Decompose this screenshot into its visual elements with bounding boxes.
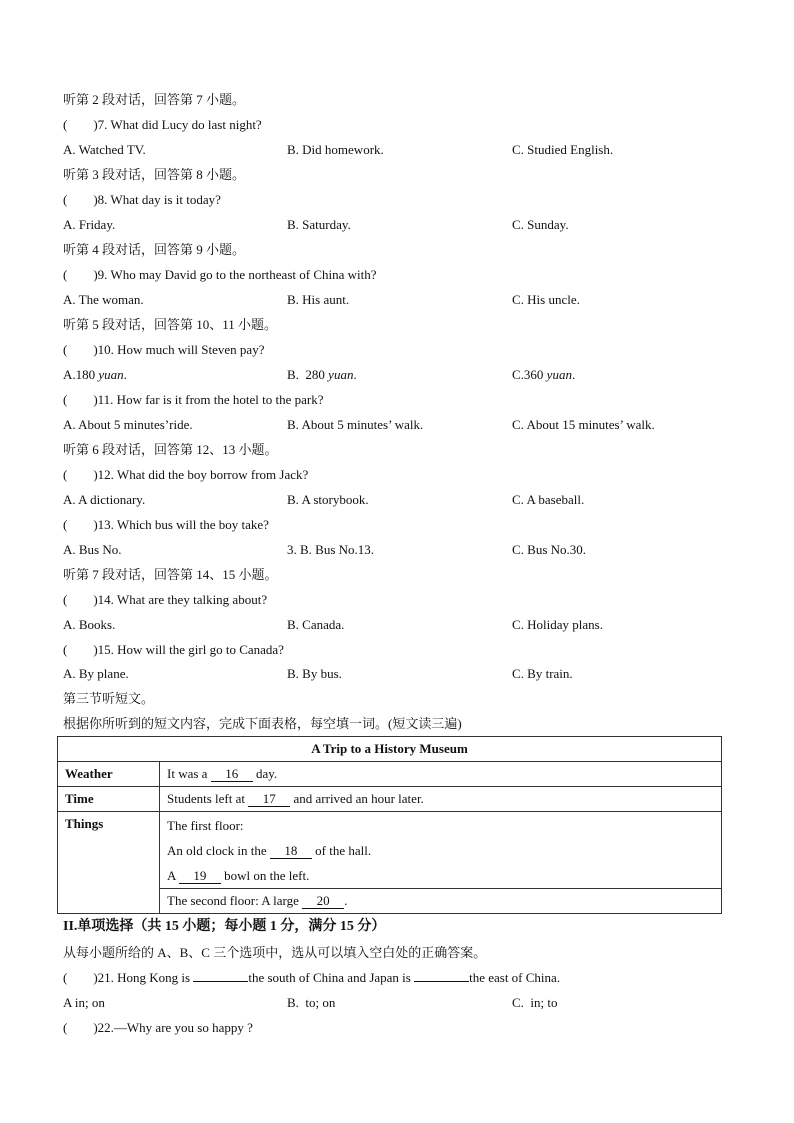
q21-option-b: B. to; on (287, 995, 336, 1010)
q9-option-b: B. His aunt. (287, 292, 350, 307)
blank-16: 16 (211, 767, 253, 782)
section-2-instruction: 从每小题所给的 A、B、C 三个选项中，选从可以填入空白处的正确答案。 (63, 945, 487, 960)
time-cell: Students left at 17 and arrived an hour later. (160, 787, 722, 812)
q11-option-a: A. About 5 minutes’ride. (63, 417, 193, 432)
dialogue-4-header: 听第 4 段对话，回答第 9 小题。 (63, 242, 246, 257)
question-13: ( )13. Which bus will the boy take? (63, 517, 269, 532)
dialogue-7-header: 听第 7 段对话，回答第 14、15 小题。 (63, 567, 278, 582)
question-21: ( )21. Hong Kong is the south of China and Japan is the east of China. (63, 970, 561, 985)
q8-option-b: B. Saturday. (287, 217, 351, 232)
q15-option-c: C. By train. (512, 666, 573, 681)
q15-option-b: B. By bus. (287, 666, 342, 681)
q11-option-c: C. About 15 minutes’ walk. (512, 417, 655, 432)
q15-option-a: A. By plane. (63, 666, 129, 681)
dialogue-3-header: 听第 3 段对话，回答第 8 小题。 (63, 167, 246, 182)
weather-cell: It was a 16 day. (160, 762, 722, 787)
q12-option-c: C. A baseball. (512, 492, 585, 507)
time-label: Time (58, 787, 160, 812)
question-22: ( )22.—Why are you so happy ? (63, 1020, 253, 1035)
section-2-title: II.单项选择（共 15 小题；每小题 1 分，满分 15 分） (63, 919, 386, 934)
blank-18: 18 (270, 844, 312, 859)
q13-option-a: A. Bus No. (63, 542, 122, 557)
q10-option-b: B. 280 yuan. (287, 367, 357, 382)
blank-20: 20 (302, 894, 344, 909)
q14-option-b: B. Canada. (287, 617, 345, 632)
question-15: ( )15. How will the girl go to Canada? (63, 642, 284, 657)
question-14: ( )14. What are they talking about? (63, 592, 268, 607)
first-floor-cell (160, 812, 722, 889)
q10-option-a: A.180 yuan. (63, 367, 127, 382)
question-12: ( )12. What did the boy borrow from Jack? (63, 467, 309, 482)
q14-option-a: A. Books. (63, 617, 116, 632)
museum-trip-table (57, 736, 722, 914)
q7-option-c: C. Studied English. (512, 142, 614, 157)
q21-blank-2 (414, 981, 469, 982)
dialogue-5-header: 听第 5 段对话，回答第 10、11 小题。 (63, 317, 278, 332)
things-label: Things (58, 812, 160, 914)
q21-option-a: A in; on (63, 995, 105, 1010)
q9-option-c: C. His uncle. (512, 292, 580, 307)
q12-option-a: A. A dictionary. (63, 492, 146, 507)
q7-option-a: A. Watched TV. (63, 142, 146, 157)
q11-option-b: B. About 5 minutes’ walk. (287, 417, 424, 432)
dialogue-6-header: 听第 6 段对话，回答第 12、13 小题。 (63, 442, 278, 457)
q21-option-c: C. in; to (512, 995, 558, 1010)
q13-option-b: 3. B. Bus No.13. (287, 542, 375, 557)
clock-line: An old clock in the 18 of the hall. (167, 843, 372, 858)
table-title: A Trip to a History Museum (58, 737, 722, 762)
blank-19: 19 (179, 869, 221, 884)
question-11: ( )11. How far is it from the hotel to the park? (63, 392, 324, 407)
part-3-header: 第三节听短文。 (63, 691, 155, 706)
dialogue-2-header: 听第 2 段对话，回答第 7 小题。 (63, 92, 246, 107)
q12-option-b: B. A storybook. (287, 492, 369, 507)
q10-option-c: C.360 yuan. (512, 367, 576, 382)
bowl-line: A 19 bowl on the left. (167, 868, 310, 883)
blank-17: 17 (248, 792, 290, 807)
q8-option-c: C. Sunday. (512, 217, 569, 232)
weather-label: Weather (58, 762, 160, 787)
q21-blank-1 (193, 981, 248, 982)
part-3-instruction: 根据你所听到的短文内容，完成下面表格，每空填一词。(短文读三遍) (63, 716, 462, 731)
q14-option-c: C. Holiday plans. (512, 617, 603, 632)
q9-option-a: A. The woman. (63, 292, 144, 307)
q13-option-c: C. Bus No.30. (512, 542, 587, 557)
q8-option-a: A. Friday. (63, 217, 116, 232)
question-7: ( )7. What did Lucy do last night? (63, 117, 262, 132)
first-floor-label: The first floor: (167, 818, 244, 833)
q7-option-b: B. Did homework. (287, 142, 384, 157)
question-9: ( )9. Who may David go to the northeast of China with? (63, 267, 377, 282)
question-8: ( )8. What day is it today? (63, 192, 221, 207)
second-floor-cell: The second floor: A large 20 . (160, 889, 722, 914)
question-10: ( )10. How much will Steven pay? (63, 342, 265, 357)
